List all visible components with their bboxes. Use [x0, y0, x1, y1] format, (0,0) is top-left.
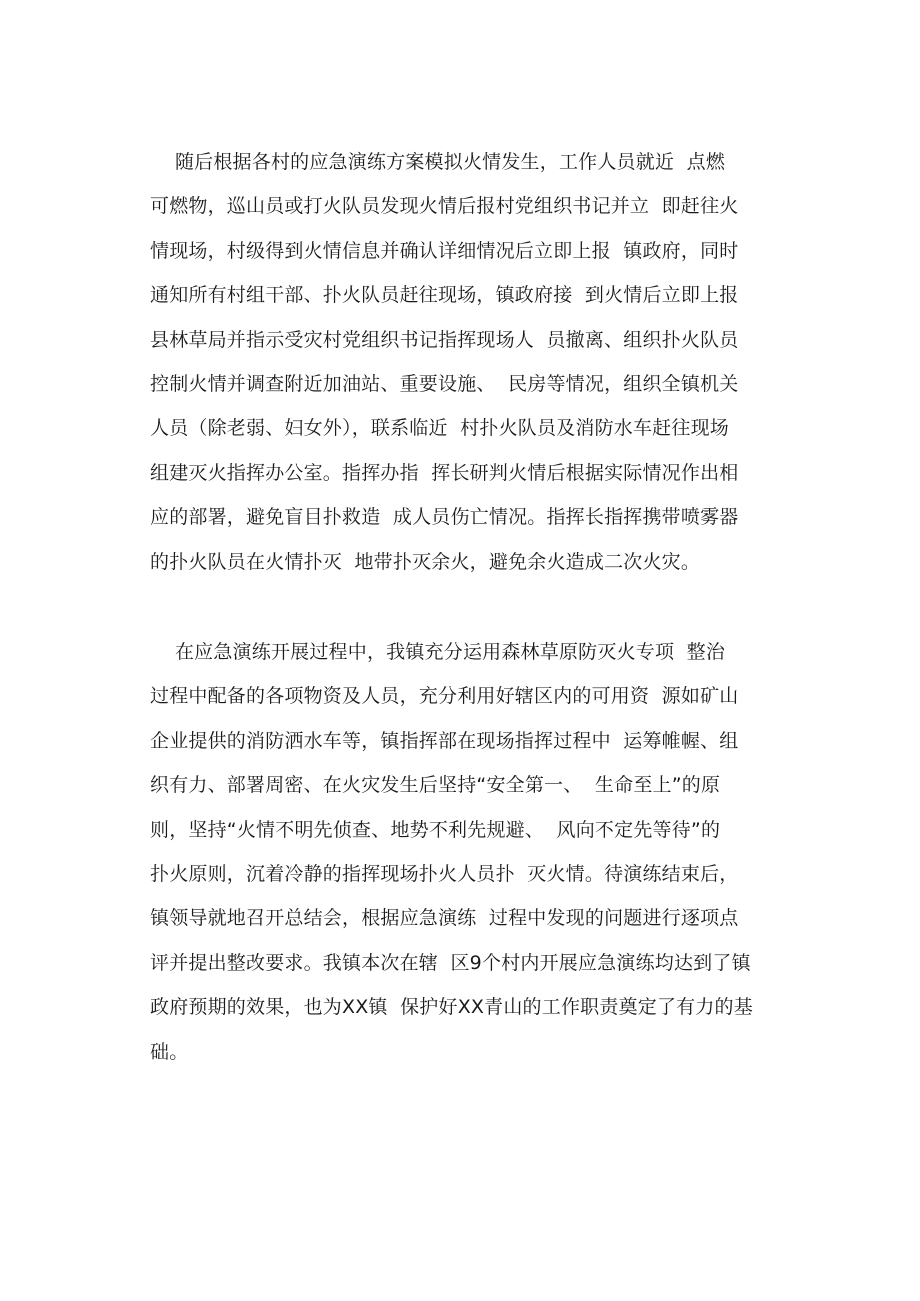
text-line: 在应急演练开展过程中，我镇充分运用森林草原防灭火专项 整治: [150, 641, 726, 663]
text-line: 县林草局并指示受灾村党组织书记指挥现场人 员撤离、组织扑火队员: [150, 328, 739, 351]
paragraph-drill-process: [150, 140, 780, 584]
text-line: 组建灭火指挥办公室。指挥办指 挥长研判火情后根据实际情况作出相: [150, 461, 739, 484]
text-line: 评并提出整改要求。我镇本次在辖 区9个村内开展应急演练均达到了镇: [150, 951, 751, 974]
text-line: 随后根据各村的应急演练方案模拟火情发生，工作人员就近 点燃: [150, 151, 726, 173]
text-line: 础。: [150, 1040, 189, 1063]
text-line: 应的部署，避免盲目扑救造 成人员伤亡情况。指挥长指挥携带喷雾器: [150, 506, 739, 529]
text-line: 人员（除老弱、妇女外），联系临近 村扑火队员及消防水车赶往现场: [150, 417, 729, 440]
text-line: 情现场，村级得到火情信息并确认详细情况后立即上报 镇政府，同时: [150, 239, 739, 262]
text-line: 控制火情并调查附近加油站、重要设施、 民房等情况，组织全镇机关: [150, 372, 739, 395]
text-line: 过程中配备的各项物资及人员，充分利用好辖区内的可用资 源如矿山: [150, 685, 739, 708]
text-line: 政府预期的效果，也为XX镇 保护好XX青山的工作职责奠定了有力的基: [150, 996, 753, 1019]
text-line: 企业提供的消防洒水车等，镇指挥部在现场指挥过程中 运筹帷幄、组: [150, 729, 739, 752]
text-line: 扑火原则，沉着冷静的指挥现场扑火人员扑 灭火情。待演练结束后，: [150, 862, 739, 885]
text-line: 镇领导就地召开总结会，根据应急演练 过程中发现的问题进行逐项点: [150, 907, 739, 930]
text-line: 通知所有村组干部、扑火队员赶往现场，镇政府接 到火情后立即上报: [150, 284, 739, 307]
text-line: 可燃物，巡山员或打火队员发现火情后报村党组织书记并立 即赶往火: [150, 195, 739, 218]
text-line: 的扑火队员在火情扑灭 地带扑灭余火，避免余火造成二次火灾。: [150, 550, 701, 573]
text-line: 则，坚持“火情不明先侦查、地势不利先规避、 风向不定先等待”的: [150, 818, 721, 841]
paragraph-drill-summary: [150, 630, 780, 1074]
text-line: 织有力、部署周密、在火灾发生后坚持“安全第一、 生命至上”的原: [150, 774, 721, 797]
